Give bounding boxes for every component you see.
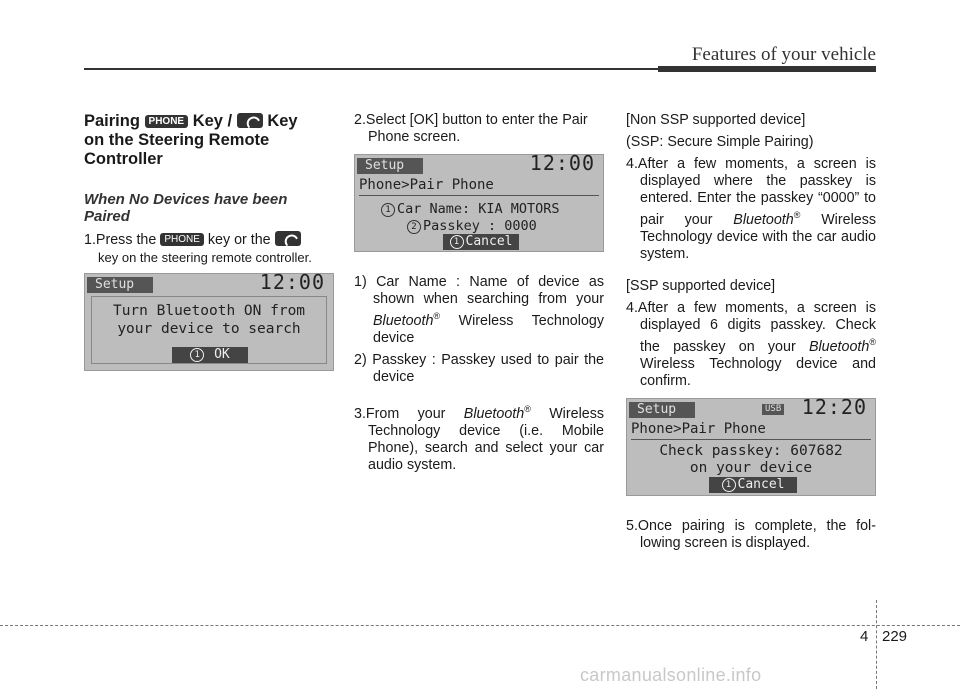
screen-pair-phone [354, 151, 604, 252]
section-title: Pairing PHONE Key / Key on the Steering Remote Controller [84, 112, 298, 168]
step-4-non-ssp: 4.After a few moments, a screen is displayed where the passkey is entered. Enter the passkey “0000” to pair your Bluetooth® Wireless Technology device with the car audio system. [626, 156, 876, 262]
screen-message-box [91, 296, 327, 364]
screen-breadcrumb: Phone>Pair Phone [359, 177, 494, 193]
screen-divider [631, 439, 871, 440]
step-2: 2.Select [OK] button to enter the Pair Phone screen. [354, 112, 588, 145]
screen-check-passkey [626, 394, 876, 496]
step-1: 1.Press the PHONE key or the key on the steering remote controller. [84, 232, 312, 265]
passkey-row: 2 Passkey : 0000 [407, 218, 537, 235]
screen-tab: Setup [629, 402, 695, 418]
usb-badge: USB [762, 404, 784, 415]
car-name-row: 1 Car Name: KIA MOTORS [381, 201, 560, 218]
item-passkey: 2) Passkey : Passkey used to pair the device [354, 351, 604, 385]
screen-clock: 12:00 [529, 151, 595, 175]
watermark: carmanualsonline.info [580, 665, 762, 685]
phone-handset-icon [275, 231, 301, 246]
ok-button[interactable]: 1 OK [172, 347, 248, 363]
page-header-title: Features of your vehicle [691, 44, 876, 65]
cancel-button[interactable]: 1 Cancel [443, 234, 519, 250]
step-4-ssp: 4.After a few moments, a screen is displayed 6 digits passkey. Check the passkey on your Bluetooth® Wireless Technology device and confirm. [626, 299, 876, 389]
ssp-definition: (SSP: Secure Simple Pairing) [626, 134, 814, 150]
screen-message-line-1: Check passkey: 607682 [659, 442, 843, 459]
screen-breadcrumb: Phone>Pair Phone [631, 420, 766, 437]
phone-key-badge: PHONE [160, 233, 204, 246]
screen-bluetooth-on [84, 270, 334, 371]
screen-message-line-2: your device to search [117, 321, 301, 337]
chapter-number: 4 [860, 628, 869, 645]
screen-clock: 12:20 [801, 394, 867, 419]
screen-tab: Setup [357, 158, 423, 174]
column-2 [354, 112, 604, 479]
step-3: 3.From your Bluetooth® Wireless Technology device (i.e. Mobile Phone), search and select your car audio system. [354, 403, 604, 473]
ssp-heading: [SSP supported device] [626, 277, 776, 294]
screen-divider [359, 195, 599, 196]
column-1 [84, 112, 334, 383]
screen-message-line-2: on your device [689, 459, 813, 476]
step-5: 5.Once pairing is complete, the fol- lowing screen is displayed. [626, 517, 876, 551]
column-3 [626, 112, 876, 557]
subsection-title: When No Devices have been Paired [84, 191, 288, 225]
screen-clock: 12:00 [259, 270, 325, 294]
phone-key-badge: PHONE [145, 115, 189, 128]
screen-tab: Setup [87, 277, 153, 293]
cancel-button[interactable]: 1 Cancel [709, 477, 797, 493]
header-rule-accent [658, 66, 876, 72]
footer-rule [0, 625, 960, 626]
page-number: 229 [882, 628, 908, 645]
footer-divider [876, 600, 877, 689]
non-ssp-heading: [Non SSP supported device] [626, 112, 806, 128]
item-car-name: 1) Car Name : Name of device as shown when searching from your Bluetooth® Wireless Technology device [354, 274, 604, 346]
screen-message-line-1: Turn Bluetooth ON from [112, 303, 306, 319]
phone-handset-icon [237, 113, 263, 128]
